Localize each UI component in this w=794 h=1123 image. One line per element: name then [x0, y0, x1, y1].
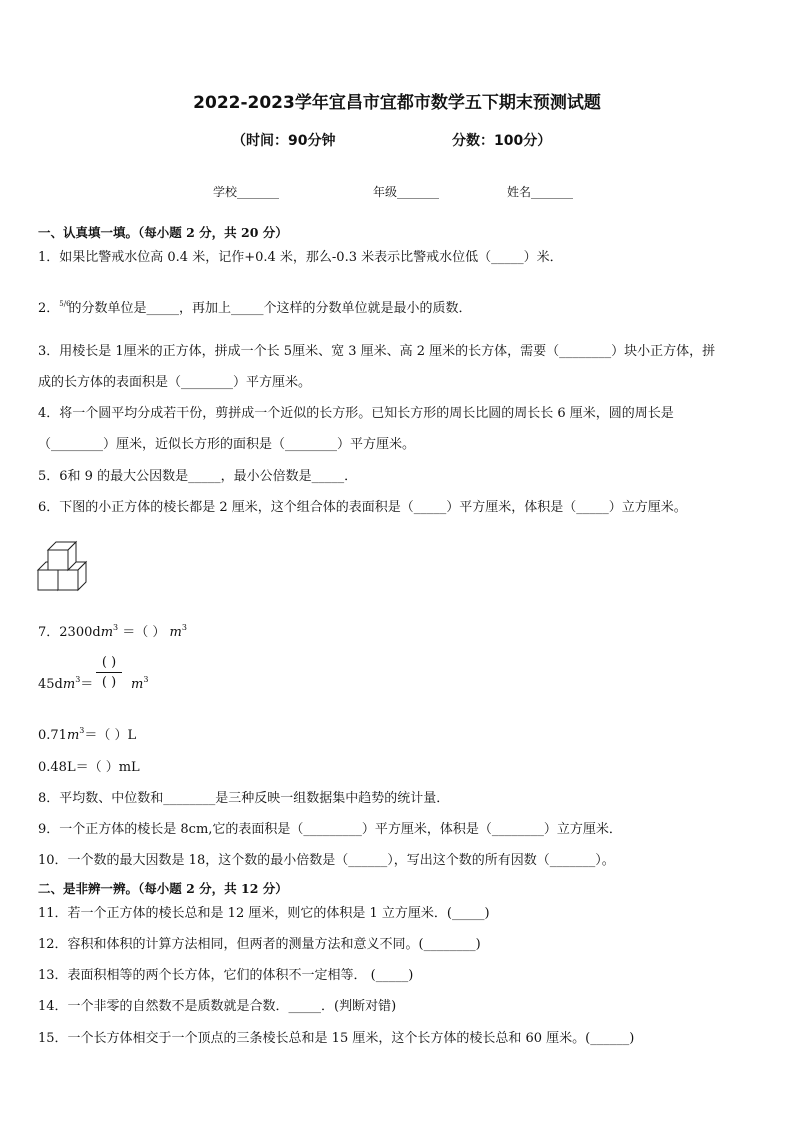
question-7a-answer: ＝（ ） [118, 625, 166, 640]
equals-sign: ＝ [80, 677, 94, 692]
question-3-line-1: 3．用棱长是 1厘米的正方体，拼成一个长 5厘米、宽 3 厘米、高 2 厘米的长方体，需要（________）块小正方体，拼 [38, 344, 716, 359]
question-7b-unit [131, 672, 148, 693]
school-field: 学校_______ [213, 185, 280, 199]
unit-m: m [66, 728, 80, 743]
page-title: 2022-2023学年宜昌市宜都市数学五下期末预测试题 [193, 93, 601, 113]
question-4-line-1: 4．将一个圆平均分成若干份，剪拼成一个近似的长方形。已知长方形的周长比圆的周长长 6 厘米，圆的周长是 [38, 406, 674, 421]
unit-m: m [131, 677, 144, 692]
question-7b-text: 45d [38, 677, 63, 692]
question-4-line-2: （________）厘米，近似长方形的面积是（________）平方厘米。 [38, 437, 416, 452]
grade-field: 年级_______ [373, 185, 440, 199]
question-7a-text: 7．2300d [38, 625, 101, 640]
question-7-line-1 [38, 620, 187, 641]
unit-m: m [169, 625, 182, 640]
question-11: 11．若一个正方体的棱长总和是 12 厘米，则它的体积是 1 立方厘米．(_____) [38, 906, 490, 921]
cube-top [48, 542, 76, 570]
question-12: 12．容积和体积的计算方法相同，但两者的测量方法和意义不同。(________) [38, 937, 481, 952]
question-2 [38, 296, 472, 317]
question-6: 6．下图的小正方体的棱长都是 2 厘米，这个组合体的表面积是（_____）平方厘米，体积是（_____）立方厘米。 [38, 500, 687, 515]
question-13: 13．表面积相等的两个长方体，它们的体积不一定相等． (_____) [38, 968, 414, 983]
question-7c-answer: ＝（ ）L [84, 728, 137, 743]
name-field: 姓名_______ [507, 185, 574, 199]
exponent: 3 [75, 675, 81, 684]
fraction-denominator: ( ) [101, 675, 117, 690]
time-label: （时间：90分钟 [232, 133, 336, 149]
question-2-fraction: 5/6 [59, 300, 71, 308]
unit-m: m [100, 625, 114, 640]
question-9: 9．一个正方体的棱长是 8cm,它的表面积是（_________）平方厘米，体积是（________）立方厘米． [38, 822, 622, 837]
unit-m: m [62, 677, 76, 692]
question-1: 1．如果比警戒水位高 0.4 米，记作+0.4 米，那么-0.3 米表示比警戒水位低（_____）米． [38, 250, 563, 265]
question-7-line-2 [38, 672, 93, 693]
question-3-line-2: 成的长方体的表面积是（________）平方厘米。 [38, 375, 312, 390]
cube-figure [36, 538, 98, 594]
question-5: 5．6和 9 的最大公因数是_____，最小公倍数是_____． [38, 469, 358, 484]
question-7-line-4: 0.48L＝（ ）mL [38, 760, 140, 775]
question-10: 10．一个数的最大因数是 18，这个数的最小倍数是（______），写出这个数的所有因数（_______）。 [38, 853, 615, 868]
question-2-text: 的分数单位是_____，再加上_____个这样的分数单位就是最小的质数． [68, 301, 472, 316]
exponent: 3 [79, 726, 85, 735]
exponent: 3 [113, 623, 119, 632]
question-7-line-3 [38, 723, 136, 744]
section-1-heading: 一、认真填一填。（每小题 2 分，共 20 分） [38, 225, 288, 240]
question-14: 14．一个非零的自然数不是质数就是合数．_____．(判断对错) [38, 999, 397, 1014]
exponent: 3 [143, 675, 149, 684]
question-2-number: 2． [38, 301, 60, 316]
fraction-numerator: ( ) [101, 655, 117, 670]
question-8: 8．平均数、中位数和________是三种反映一组数据集中趋势的统计量． [38, 791, 450, 806]
score-label: 分数：100分） [452, 133, 552, 149]
question-7c-text: 0.71 [38, 728, 67, 743]
section-2-heading: 二、是非辨一辨。（每小题 2 分，共 12 分） [38, 881, 288, 896]
exponent: 3 [181, 623, 187, 632]
fraction-bar [96, 672, 122, 673]
question-15: 15．一个长方体相交于一个顶点的三条棱长总和是 15 厘米，这个长方体的棱长总和 60 厘米。(______) [38, 1031, 635, 1046]
fraction-blank [96, 655, 122, 690]
